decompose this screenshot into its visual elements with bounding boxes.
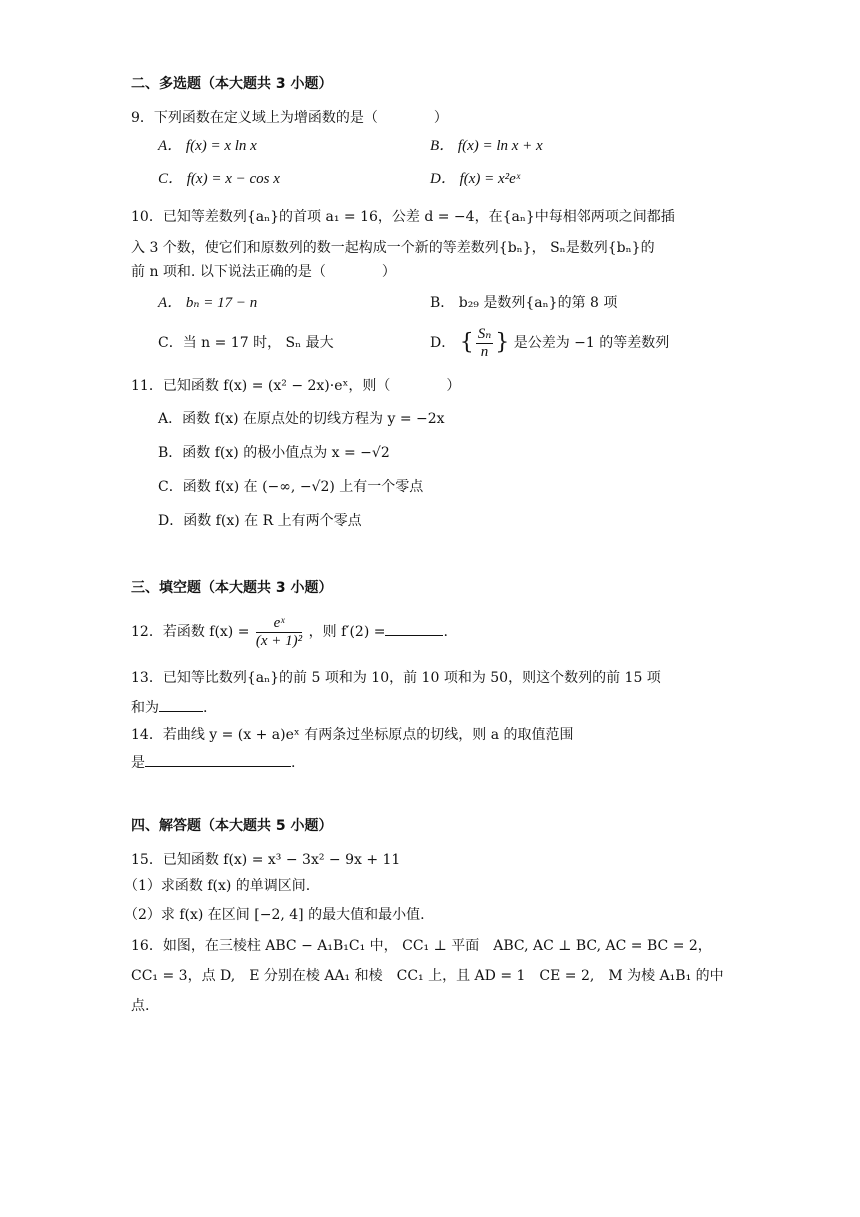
question-11-option-b: B．函数 f(x) 的极小值点为 x = −√2 (158, 445, 390, 461)
question-13-end: . (203, 700, 208, 716)
fraction-sn-over-n (476, 326, 494, 361)
question-15-part-2: （2）求 f(x) 在区间 [−2, 4] 的最大值和最小值. (124, 907, 425, 923)
question-15-stem: 15．已知函数 f(x) = x³ − 3x² − 9x + 11 (131, 852, 401, 868)
question-16-line-2: CC₁ = 3，点 D, E 分别在棱 AA₁ 和棱 CC₁ 上，且 AD = 1 CE = 2, M 为棱 A₁B₁ 的中 (131, 968, 724, 984)
question-14-line-2 (131, 752, 295, 773)
question-11-option-d: D．函数 f(x) 在 R 上有两个零点 (158, 513, 362, 529)
question-10-option-b: B． b₂₉ 是数列{aₙ}的第 8 项 (430, 295, 618, 311)
question-11-option-a: A．函数 f(x) 在原点处的切线方程为 y = −2x (158, 411, 445, 427)
question-16-line-1: 16．如图，在三棱柱 ABC − A₁B₁C₁ 中， CC₁ ⊥ 平面 ABC, AC ⊥ BC, AC = BC = 2， (131, 938, 712, 954)
question-9-option-b: B． f(x) = ln x + x (430, 138, 543, 154)
question-10-option-d-prefix: D． (430, 335, 456, 351)
section-title-fill-in: 三、填空题（本大题共 3 小题） (131, 580, 333, 596)
left-brace: { (459, 330, 474, 355)
question-10-option-a: A． bₙ = 17 − n (158, 295, 258, 311)
question-13-line-2 (131, 697, 207, 718)
question-14-line-2-text: 是 (131, 755, 145, 771)
question-10-option-d-suffix: 是公差为 −1 的等差数列 (513, 335, 670, 351)
question-9-stem: 9．下列函数在定义域上为增函数的是（ ） (131, 110, 448, 126)
right-brace: } (495, 330, 510, 355)
question-10-line-1: 10．已知等差数列{aₙ}的首项 a₁ = 16，公差 d = −4，在{aₙ}中每相邻两项之间都插 (131, 209, 675, 225)
question-9-option-a: A． f(x) = x ln x (158, 138, 257, 154)
fraction-e-x-over-x-plus-1-squared (256, 615, 302, 650)
question-16-line-3: 点. (131, 998, 150, 1014)
question-10-line-2: 入 3 个数，使它们和原数列的数一起构成一个新的等差数列{bₙ}， Sₙ是数列{bₙ}的 (131, 240, 655, 256)
question-10-option-c: C．当 n = 17 时， Sₙ 最大 (158, 335, 334, 351)
question-11-stem: 11．已知函数 f(x) = (x² − 2x)·eˣ，则（ ） (131, 378, 461, 394)
question-12 (131, 612, 448, 652)
question-10-line-3: 前 n 项和. 以下说法正确的是（ ） (131, 264, 396, 280)
answer-blank-12[interactable] (385, 621, 443, 636)
question-10-option-d (430, 324, 669, 362)
question-15-part-1: （1）求函数 f(x) 的单调区间. (124, 878, 311, 894)
section-title-problems: 四、解答题（本大题共 5 小题） (131, 818, 333, 834)
question-12-end: . (443, 624, 448, 640)
answer-blank-14[interactable] (145, 752, 291, 767)
fraction-numerator: Sₙ (477, 325, 492, 342)
fraction-denominator: (x + 1)² (255, 632, 303, 649)
question-12-suffix: ，则 f′(2) = (308, 624, 386, 640)
fraction-denominator: n (480, 343, 489, 360)
question-11-option-c: C．函数 f(x) 在 (−∞, −√2) 上有一个零点 (158, 479, 424, 495)
question-9-option-d: D． f(x) = x²eˣ (430, 171, 521, 187)
question-14-line-1: 14．若曲线 y = (x + a)eˣ 有两条过坐标原点的切线，则 a 的取值范围 (131, 727, 574, 743)
fraction-numerator: eˣ (256, 615, 302, 633)
question-14-end: . (291, 755, 296, 771)
question-13-line-1: 13．已知等比数列{aₙ}的前 5 项和为 10，前 10 项和为 50，则这个数列的前 15 项 (131, 670, 661, 686)
section-title-multiple-choice: 二、多选题（本大题共 3 小题） (131, 76, 333, 92)
question-12-prefix: 12．若函数 f(x) = (131, 624, 250, 640)
question-9-option-c: C． f(x) = x − cos x (158, 171, 280, 187)
question-13-line-2-text: 和为 (131, 700, 159, 716)
answer-blank-13[interactable] (159, 697, 203, 712)
